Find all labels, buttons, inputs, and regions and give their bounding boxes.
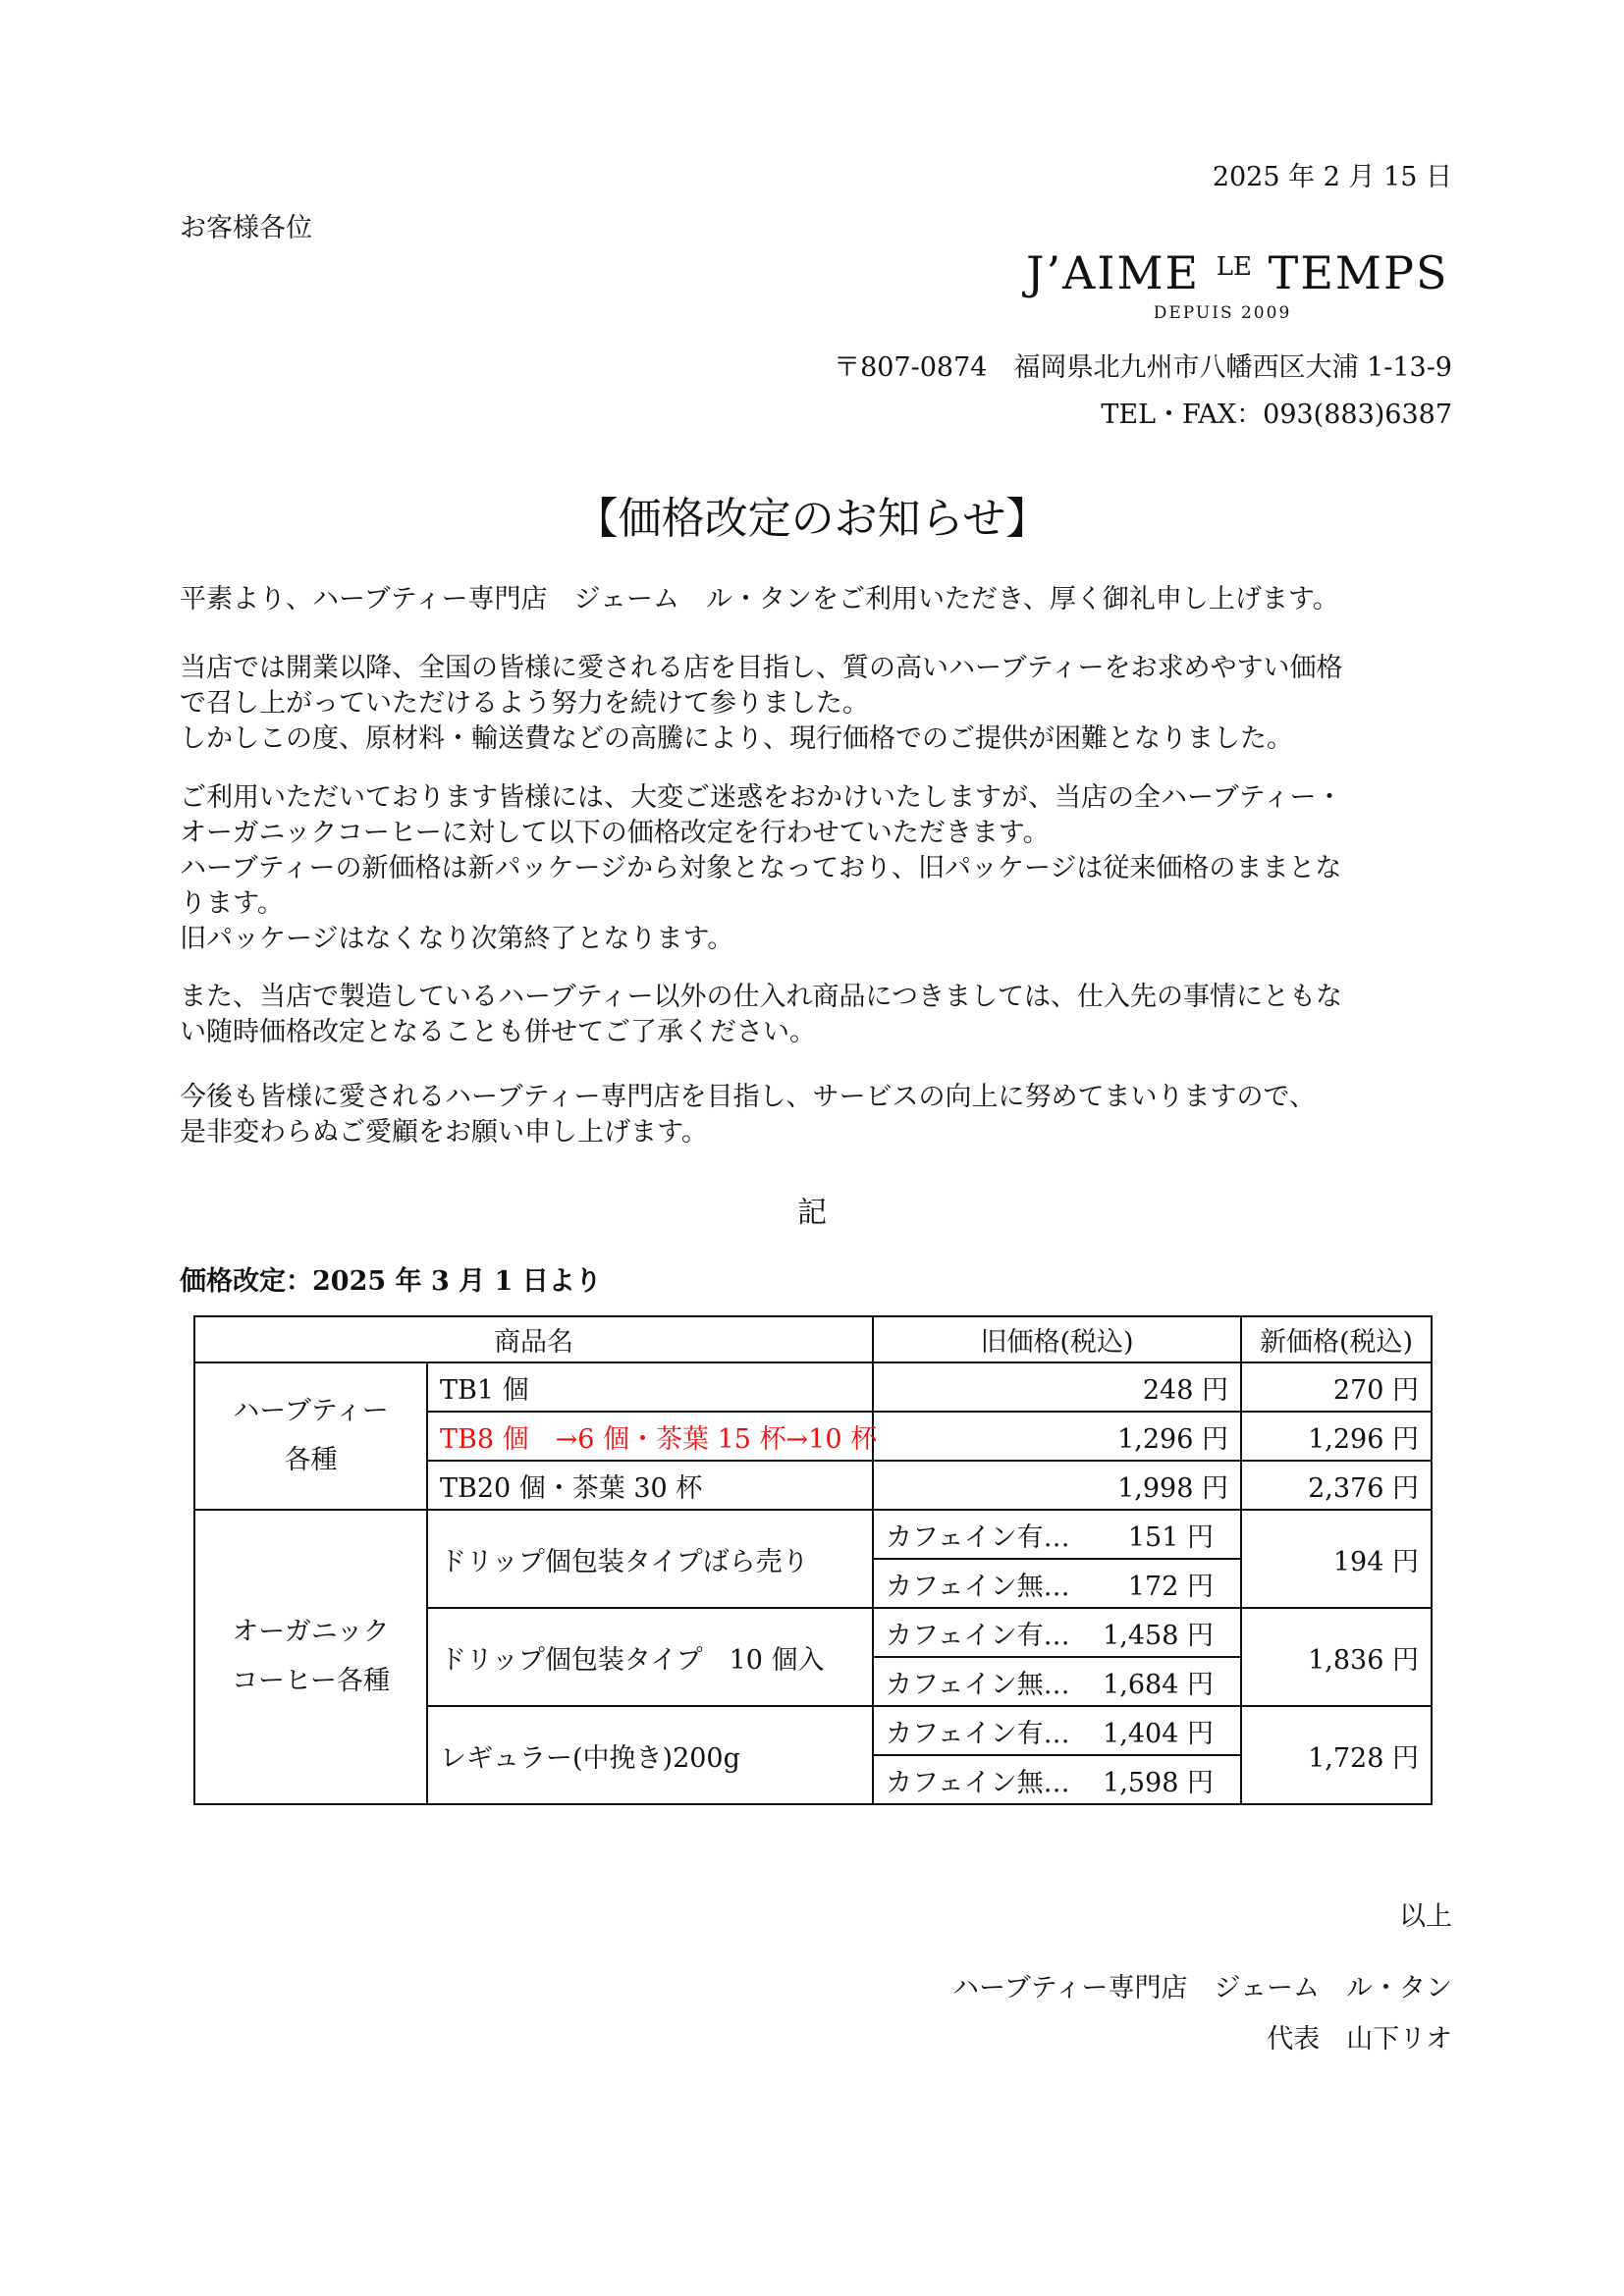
table-row <box>194 1510 1432 1559</box>
paragraph-closing-remarks: 今後も皆様に愛されるハーブティー専門店を目指し、サービスの向上に努めてまいりますので、 是非変わらぬご愛顧をお願い申し上げます。 <box>180 1082 1316 1148</box>
old-price-decaf: カフェイン無… 1,598 円 <box>873 1755 1241 1804</box>
old-price-decaf: カフェイン無… 1,684 円 <box>873 1657 1241 1706</box>
table-row <box>194 1362 1432 1412</box>
header-product: 商品名 <box>194 1316 873 1362</box>
paragraph-greeting: 平素より、ハーブティー専門店 ジェーム ル・タンをご利用いただき、厚く御礼申し上げます。 <box>180 584 1339 614</box>
product-name: レギュラー(中挽き)200g <box>427 1706 873 1804</box>
new-price: 270 円 <box>1241 1362 1432 1412</box>
addressee: お客様各位 <box>180 213 312 243</box>
page-title: 【価格改定のお知らせ】 <box>574 494 1050 544</box>
old-price-with-caffeine: カフェイン有… 1,404 円 <box>873 1706 1241 1755</box>
shop-logo <box>1026 246 1449 323</box>
signature-shop: ハーブティー専門店 ジェーム ル・タン <box>952 1973 1452 2003</box>
product-name: TB1 個 <box>427 1362 873 1412</box>
postal-address: 〒807-0874 福岡県北九州市八幡西区大浦 1-13-9 <box>834 352 1452 383</box>
old-price-decaf: カフェイン無… 172 円 <box>873 1559 1241 1608</box>
new-price: 1,296 円 <box>1241 1412 1432 1461</box>
old-price: 1,998 円 <box>873 1461 1241 1510</box>
signature-representative: 代表 山下リオ <box>1267 2024 1452 2055</box>
revision-date-label: 価格改定：2025 年 3 月 1 日より <box>180 1266 602 1297</box>
new-price: 1,728 円 <box>1241 1706 1432 1804</box>
letter-date: 2025 年 2 月 15 日 <box>1212 162 1452 192</box>
header-old-price: 旧価格(税込) <box>873 1316 1241 1362</box>
table-header-row <box>194 1316 1432 1362</box>
ki-heading: 記 <box>797 1196 827 1230</box>
product-name: ドリップ個包装タイプ 10 個入 <box>427 1608 873 1706</box>
category-herb-tea: ハーブティー 各種 <box>194 1362 427 1510</box>
paragraph-other-products: また、当店で製造しているハーブティー以外の仕入れ商品につきましては、仕入先の事情にともな い随時価格改定となることも併せてご了承ください。 <box>180 982 1342 1047</box>
closing-ijou: 以上 <box>1399 1901 1452 1932</box>
new-price: 194 円 <box>1241 1510 1432 1608</box>
price-table <box>193 1315 1433 1805</box>
new-price: 1,836 円 <box>1241 1608 1432 1706</box>
product-name-highlighted: TB8 個 →6 個・茶葉 15 杯→10 杯 <box>427 1412 873 1461</box>
new-price: 2,376 円 <box>1241 1461 1432 1510</box>
old-price: 1,296 円 <box>873 1412 1241 1461</box>
product-name: TB20 個・茶葉 30 杯 <box>427 1461 873 1510</box>
paragraph-revision-notice: ご利用いただいております皆様には、大変ご迷惑をおかけいたしますが、当店の全ハーブティー・ オーガニックコーヒーに対して以下の価格改定を行わせていただきます。 ハーブティーの新価格は新パッケージから対象となっており、旧パッケージは従来価格のままとな ります。 旧パッケージはなくなり次第終了となります。 <box>180 782 1343 954</box>
old-price-with-caffeine: カフェイン有… 1,458 円 <box>873 1608 1241 1657</box>
product-name: ドリップ個包装タイプばら売り <box>427 1510 873 1608</box>
category-organic-coffee: オーガニック コーヒー各種 <box>194 1510 427 1804</box>
logo-tagline: DEPUIS 2009 <box>1153 303 1292 323</box>
old-price: 248 円 <box>873 1362 1241 1412</box>
paragraph-background: 当店では開業以降、全国の皆様に愛される店を目指し、質の高いハーブティーをお求めやすい価格 で召し上がっていただけるよう努力を続けて参りました。 しかしこの度、原材料・輸送費などの高騰により、現行価格でのご提供が困難となりました。 <box>180 653 1343 754</box>
tel-fax: TEL・FAX：093(883)6387 <box>1101 400 1452 430</box>
logo-wordmark: J’AIME $^{LE}$ TEMPS <box>1026 246 1449 299</box>
header-new-price: 新価格(税込) <box>1241 1316 1432 1362</box>
old-price-with-caffeine: カフェイン有… 151 円 <box>873 1510 1241 1559</box>
